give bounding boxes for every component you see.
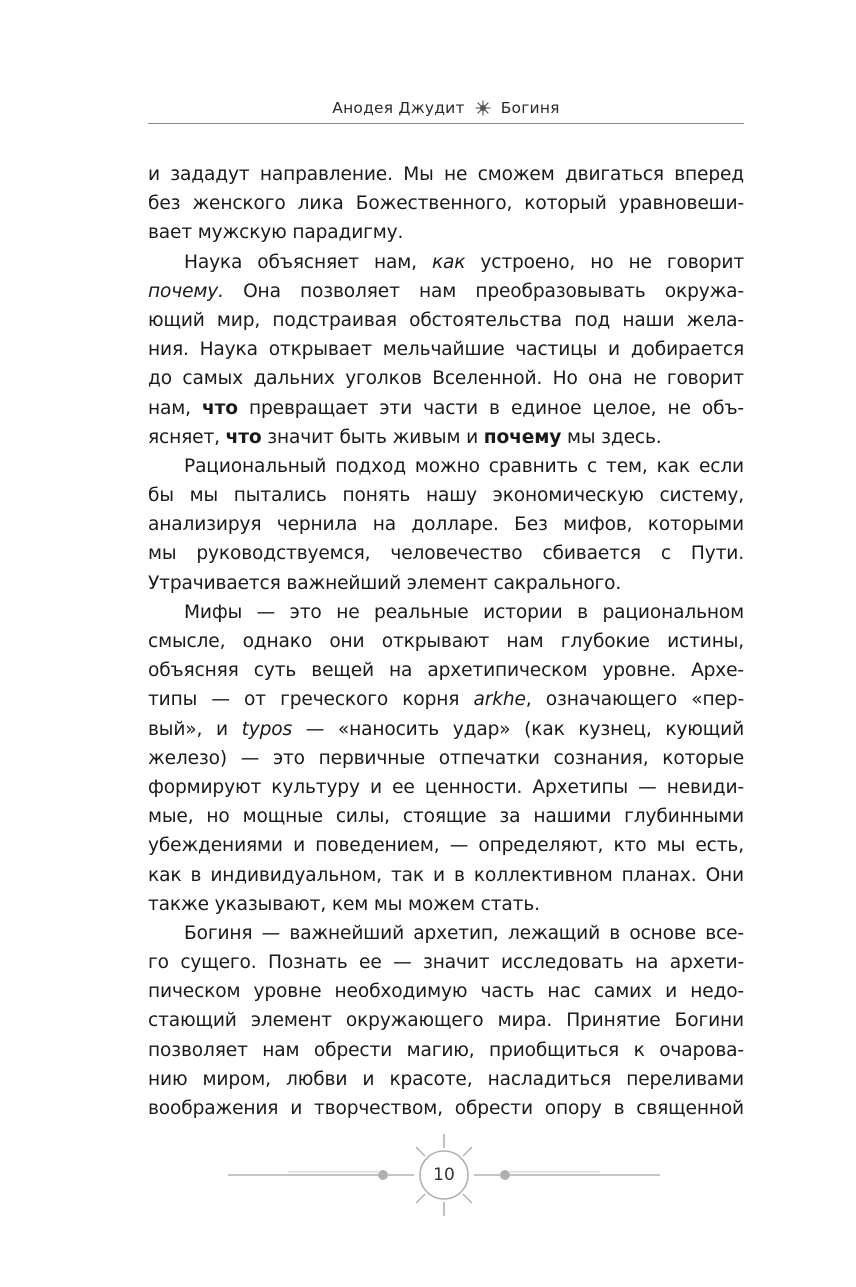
- text-line: [148, 394, 744, 423]
- text-line: [148, 744, 744, 773]
- text-line: [148, 160, 744, 189]
- text-segment: без женского лика Божественного, который уравновеши-: [148, 193, 744, 215]
- text-segment: мы руководствуемся, человечество сбивается с Пути.: [148, 543, 744, 565]
- text-segment: мы здесь.: [561, 426, 662, 448]
- text-segment: до самых дальних уголков Вселенной. Но она не говорит: [148, 368, 744, 390]
- text-segment: превращает эти части в единое целое, не объ-: [237, 397, 744, 419]
- text-segment: нию миром, любви и красоте, насладиться переливами: [148, 1068, 744, 1090]
- italic-text: как: [431, 251, 466, 273]
- page-footer: [228, 1130, 660, 1220]
- text-segment: Наука объясняет нам,: [184, 251, 432, 273]
- text-line: [148, 248, 744, 277]
- text-segment: Она позволяет нам преобразовывать окружа-: [223, 280, 744, 302]
- running-head: [148, 96, 744, 120]
- text-line: [148, 1036, 744, 1065]
- bold-text: почему: [483, 426, 562, 448]
- text-segment: также указывают, кем мы можем стать.: [148, 893, 540, 915]
- text-line: [148, 598, 744, 627]
- text-line: [148, 277, 744, 306]
- text-segment: смысле, однако они открывают нам глубокие истины,: [148, 631, 744, 652]
- text-segment: устроено, но не говорит: [465, 251, 744, 273]
- text-segment: типы — от греческого корня: [148, 689, 474, 711]
- body-text: [148, 160, 744, 1123]
- text-line: [148, 1006, 744, 1035]
- text-line: [148, 831, 744, 860]
- text-line: [148, 423, 744, 452]
- text-line: [148, 1094, 744, 1123]
- text-segment: Утрачивается важнейший элемент сакрального.: [148, 572, 622, 594]
- text-segment: ясняет,: [148, 426, 226, 448]
- text-line: [148, 977, 744, 1006]
- text-segment: бы мы пытались понять нашу экономическую систему,: [148, 485, 744, 507]
- text-line: [148, 335, 744, 364]
- text-segment: нам,: [148, 397, 203, 419]
- text-segment: мые, но мощные силы, стоящие за нашими глубинными: [148, 806, 744, 828]
- text-segment: анализируя чернила на долларе. Без мифов, которыми: [148, 514, 744, 536]
- text-segment: и зададут направление. Мы не сможем двигаться вперед: [148, 164, 744, 185]
- text-line: [148, 218, 744, 247]
- text-segment: ющий мир, подстраивая обстоятельства под наши жела-: [148, 309, 744, 331]
- text-segment: го сущего. Познать ее — значит исследовать на архети-: [148, 952, 744, 974]
- text-line: [148, 1065, 744, 1094]
- text-segment: ния. Наука открывает мельчайшие частицы и добирается: [148, 339, 744, 361]
- sun-star-icon: [475, 100, 491, 116]
- text-line: [148, 890, 744, 919]
- text-segment: значит быть живым и: [261, 426, 484, 448]
- text-line: [148, 685, 744, 714]
- bold-text: что: [202, 397, 238, 419]
- text-segment: , означающего «пер-: [525, 689, 745, 711]
- text-segment: железо) — это первичные отпечатки сознания, которые: [148, 747, 744, 769]
- text-line: [148, 364, 744, 393]
- author-name: Анодея Джудит: [332, 99, 465, 117]
- text-line: [148, 481, 744, 510]
- text-line: [148, 189, 744, 218]
- text-line: [148, 715, 744, 744]
- text-segment: формируют культуру и ее ценности. Архетипы — невиди-: [148, 776, 744, 798]
- text-segment: воображения и творчеством, обрести опору в священной: [148, 1098, 744, 1119]
- text-segment: объясняя суть вещей на архетипическом уровне. Архе-: [148, 660, 744, 682]
- text-segment: убеждениями и поведением, — определяют, кто мы есть,: [148, 835, 744, 857]
- header-rule: [148, 123, 744, 124]
- text-segment: пическом уровне необходимую часть нас самих и недо-: [148, 981, 744, 1003]
- text-segment: позволяет нам обрести магию, приобщиться к очарова-: [148, 1039, 744, 1061]
- text-segment: вый», и: [148, 718, 242, 740]
- text-line: [148, 861, 744, 890]
- text-line: [148, 627, 744, 656]
- text-line: [148, 510, 744, 539]
- text-line: [148, 656, 744, 685]
- text-line: [148, 948, 744, 977]
- text-line: [148, 569, 744, 598]
- text-segment: вает мужскую парадигму.: [148, 222, 404, 244]
- italic-text: arkhe: [473, 689, 526, 711]
- book-title: Богиня: [500, 99, 560, 117]
- text-segment: Мифы — это не реальные истории в рациональном: [184, 601, 744, 623]
- text-segment: Богиня — важнейший архетип, лежащий в основе все-: [184, 922, 744, 944]
- text-line: [148, 539, 744, 568]
- text-segment: как в индивидуальном, так и в коллективном планах. Они: [148, 864, 744, 886]
- text-line: [148, 919, 744, 948]
- text-line: [148, 802, 744, 831]
- text-segment: стающий элемент окружающего мира. Принятие Богини: [148, 1010, 744, 1032]
- italic-text: почему.: [148, 280, 224, 302]
- text-line: [148, 306, 744, 335]
- italic-text: typos: [241, 718, 293, 740]
- bold-text: что: [225, 426, 262, 448]
- text-segment: Рациональный подход можно сравнить с тем, как если: [184, 455, 744, 477]
- page-number: 10: [433, 1165, 455, 1185]
- text-line: [148, 452, 744, 481]
- text-line: [148, 773, 744, 802]
- text-segment: — «наносить удар» (как кузнец, кующий: [292, 718, 744, 740]
